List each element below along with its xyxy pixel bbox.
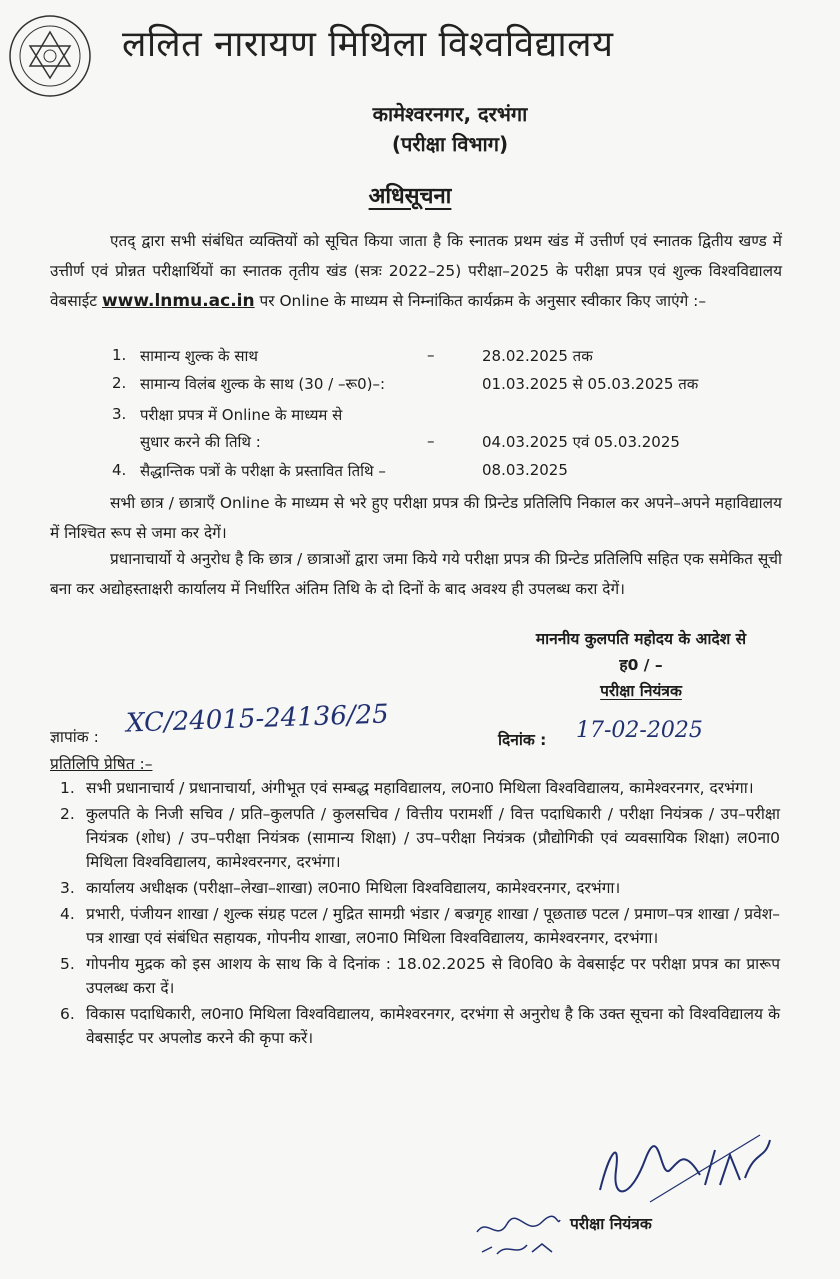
list-item: 1. सभी प्रधानाचार्य / प्रधानाचार्या, अंगीभूत एवं सम्बद्ध महाविद्यालय, ल0ना0 मिथिला विश्वविद्यालय, कामेश्वरनगर, दरभंगा। xyxy=(60,779,754,797)
footer-designation: परीक्षा नियंत्रक xyxy=(570,1215,652,1233)
controller-signature-icon xyxy=(590,1130,780,1210)
date-handwritten: 17-02-2025 xyxy=(576,718,703,743)
list-item: 3. कार्यालय अधीक्षक (परीक्षा–लेखा–शाखा) ल0ना0 मिथिला विश्वविद्यालय, कामेश्वरनगर, दरभंगा। xyxy=(60,879,621,897)
notice-paragraph-3: प्रधानाचार्यो ये अनुरोध है कि छात्र / छात्राओं द्वारा जमा किये गये परीक्षा प्रपत्र की प्रिन्टेड प्रतिलिपि सहित एक समेकित सूची बना कर अद्योहस्ताक्षरी कार्यालय में निर्धारित अंतिम तिथि के दो दिनों के बाद अवश्य ही उपलब्ध करा देगें। xyxy=(50,550,782,598)
copy-to-list xyxy=(50,776,780,1052)
notice-intro: एतद् द्वारा सभी संबंधित व्यक्तियों को सूचित किया जाता है कि स्नातक प्रथम खंड में उत्तीर्ण एवं स्नातक द्वितीय खण्ड में उत्तीर्ण एवं प्रोन्नत परीक्षार्थियों का स्नातक तृतीय खंड (सत्रः 2022–25) परीक्षा–2025 के परीक्षा प्रपत्र एवं शुल्क विश्वविद्यालय वेबसाईट www.lnmu.ac.in पर Online के माध्यम से निम्नांकित कार्यक्रम के अनुसार स्वीकार किए जाएंगे :– xyxy=(50,232,782,311)
notice-title: अधिसूचना xyxy=(368,184,452,209)
notice-paragraph-2: सभी छात्र / छात्राएँ Online के माध्यम से भरे हुए परीक्षा प्रपत्र की प्रिन्टेड प्रतिलिपि निकाल कर अपने–अपने महाविद्यालय में निश्चित रूप से जमा कर देगें। xyxy=(50,494,782,542)
signed-mark: ह0 / – xyxy=(619,656,663,674)
order-line: माननीय कुलपति महोदय के आदेश से xyxy=(535,630,747,648)
website-link[interactable]: www.lnmu.ac.in xyxy=(101,291,255,311)
list-item: 2. कुलपति के निजी सचिव / प्रति–कुलपति / कुलसचिव / वित्तीय परामर्शी / वित्त पदाधिकारी / परीक्षा नियंत्रक / उप–परीक्षा नियंत्रक (शोध) / उप–परीक्षा नियंत्रक (सामान्य शिक्षा) / उप–परीक्षा नियंत्रक (प्रौद्योगिकी एवं व्यवसायिक शिक्षा) ल0ना0 मिथिला विश्वविद्यालय, कामेश्वरनगर, दरभंगा। xyxy=(60,805,780,871)
university-seal-icon xyxy=(8,14,92,98)
university-place: कामेश्वरनगर, दरभंगा xyxy=(372,102,528,126)
notice-page: ललित नारायण मिथिला विश्वविद्यालय कामेश्वरनगर, दरभंगा (परीक्षा विभाग) अधिसूचना एतद् द्वारा सभी संबंधित व्यक्तियों को सूचित किया जाता है कि स्नातक प्रथम खंड में उत्तीर्ण एवं स्नातक द्वितीय खण्ड में उत्तीर्ण एवं प्रोन्नत परीक्षार्थियों का स्नातक तृतीय खंड (सत्रः 2022–25) परीक्षा–2025 के परीक्षा प्रपत्र एवं शुल्क विश्वविद्यालय वेबसाईट www.lnmu.ac.in पर Online के माध्यम से निम्नांकित कार्यक्रम के अनुसार स्वीकार किए जाएंगे :– 1. सामान्य शुल्क के साथ – 28.02.2025 तक 2. सामान्य विलंब शुल्क के साथ (30 / –रू0)–: 01.03.2025 से 05.03.2025 तक 3. परीक्षा प्रपत्र में Online के माध्यम से सुधार करने की तिथि : – 04.03.2025 एवं 05.03.2025 4. सैद्धान्तिक पत्रों के परीक्षा के प्रस्तावित तिथि – 08.03.2025 सभी छात्र / छात्राएँ Online के माध्यम से भरे हुए परीक्षा प्रपत्र की प्रिन्टेड प्रतिलिपि निकाल कर अपने–अपने महाविद्यालय में निश्चित रूप से जमा कर देगें। प्रधानाचार्यो ये अनुरोध है कि छात्र / छात्राओं द्वारा जमा किये गये परीक्षा प्रपत्र की प्रिन्टेड प्रतिलिपि सहित एक समेकित सूची बना कर अद्योहस्ताक्षरी कार्यालय में निर्धारित अंतिम तिथि के दो दिनों के बाद अवश्य ही उपलब्ध करा देगें। माननीय कुलपति महोदय के आदेश से ह0 / – परीक्षा नियंत्रक ज्ञापांक : XC/24015-24136/25 दिनांक : 17-02-2025 प्रतिलिपि प्रेषित :– 1. सभी प्रधानाचार्य / प्रधानाचार्या, अंगीभूत एवं सम्बद्ध महाविद्यालय, ल0ना0 मिथिला विश्वविद्यालय, कामेश्वरनगर, दरभंगा। 2. कुलपति के निजी सचिव / प्रति–कुलपति / कुलसचिव / वित्तीय परामर्शी / वित्त पदाधिकारी / परीक्षा नियंत्रक / उप–परीक्षा नियंत्रक (शोध) / उप–परीक्षा नियंत्रक (सामान्य शिक्षा) / उप–परीक्षा नियंत्रक (प्रौद्योगिकी एवं व्यवसायिक शिक्षा) ल0ना0 मिथिला विश्वविद्यालय, कामेश्वरनगर, दरभंगा। 3. कार्यालय अधीक्षक (परीक्षा–लेखा–शाखा) ल0ना0 मिथिला विश्वविद्यालय, कामेश्वरनगर, दरभंगा। 4. प्रभारी, पंजीयन शाखा / शुल्क संग्रह पटल / मुद्रित सामग्री भंडार / बज्रगृह शाखा / पूछताछ पटल / प्रमाण–पत्र शाखा / प्रवेश–पत्र शाखा एवं संबंधित सहायक, गोपनीय शाखा, ल0ना0 मिथिला विश्वविद्यालय, कामेश्वरनगर, दरभंगा। 5. गोपनीय मुद्रक को इस आशय के साथ कि वे दिनांक : 18.02.2025 से वि0वि0 के वेबसाईट पर परीक्षा प्रपत्र का प्रारूप उपलब्ध करा दें। 6. विकास पदाधिकारी, ल0ना0 मिथिला विश्वविद्यालय, कामेश्वरनगर, दरभंगा से अनुरोध है कि उक्त सूचना को विश्वविद्यालय के वेबसाईट पर अपलोड करने की कृपा करें। परीक्षा नियंत्रक xyxy=(0,0,840,1279)
list-item: 6. विकास पदाधिकारी, ल0ना0 मिथिला विश्वविद्यालय, कामेश्वरनगर, दरभंगा से अनुरोध है कि उक्त सूचना को विश्वविद्यालय के वेबसाईट पर अपलोड करने की कृपा करें। xyxy=(60,1005,780,1047)
list-item: 4. प्रभारी, पंजीयन शाखा / शुल्क संग्रह पटल / मुद्रित सामग्री भंडार / बज्रगृह शाखा / पूछताछ पटल / प्रमाण–पत्र शाखा / प्रवेश–पत्र शाखा एवं संबंधित सहायक, गोपनीय शाखा, ल0ना0 मिथिला विश्वविद्यालय, कामेश्वरनगर, दरभंगा। xyxy=(60,905,780,947)
university-name: ललित नारायण मिथिला विश्वविद्यालय xyxy=(122,24,614,65)
initials-handwritten-icon xyxy=(472,1212,562,1262)
signatory-designation: परीक्षा नियंत्रक xyxy=(600,682,682,700)
list-item: 5. गोपनीय मुद्रक को इस आशय के साथ कि वे दिनांक : 18.02.2025 से वि0वि0 के वेबसाईट पर परीक्षा प्रपत्र का प्रारूप उपलब्ध करा दें। xyxy=(60,955,780,997)
copy-to-heading: प्रतिलिपि प्रेषित :– xyxy=(50,755,153,773)
department-name: (परीक्षा विभाग) xyxy=(391,132,509,156)
date-label: दिनांक : xyxy=(498,731,547,749)
signature-block xyxy=(476,626,806,704)
memo-number-handwritten: XC/24015-24136/25 xyxy=(125,699,390,739)
memo-label: ज्ञापांक : xyxy=(50,728,99,746)
